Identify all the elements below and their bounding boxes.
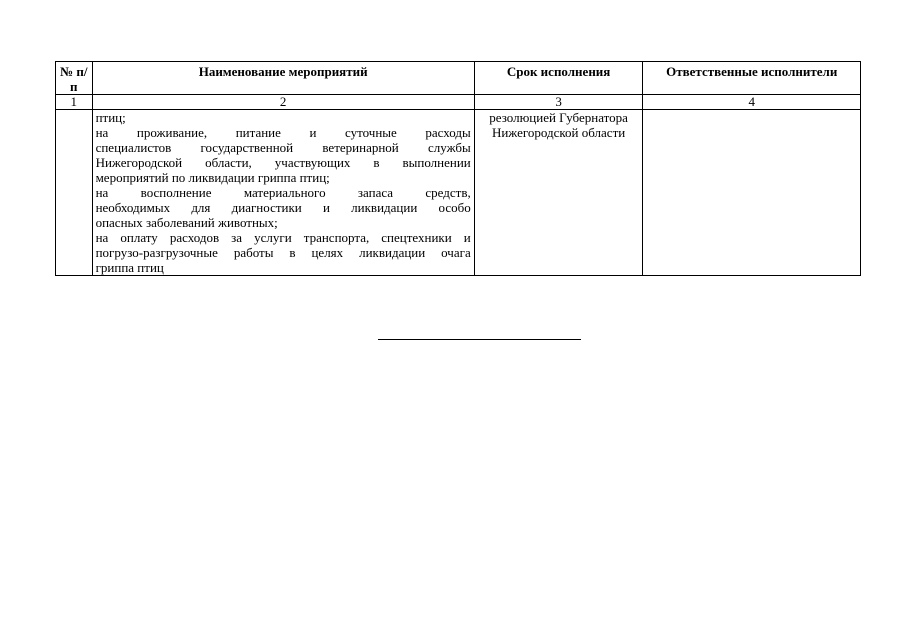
- column-number: 3: [474, 95, 643, 110]
- row-term-cell: [474, 110, 643, 276]
- header-number: № п/п: [56, 62, 93, 95]
- row-name-cell: [92, 110, 474, 276]
- column-number-row: [56, 95, 861, 110]
- name-line: гриппа птиц: [95, 260, 164, 275]
- column-number: 1: [56, 95, 93, 110]
- name-line: опасных заболеваний животных;: [95, 215, 278, 230]
- header-responsible: Ответственные исполнители: [643, 62, 861, 95]
- name-line: на оплату расходов за услуги транспорта, спецтехники и: [95, 230, 471, 245]
- end-separator-line: [378, 339, 581, 340]
- name-line: на восполнение материального запаса средств,: [95, 185, 471, 200]
- table-row: [56, 110, 861, 276]
- term-line: Нижегородской области: [491, 125, 626, 140]
- name-line: птиц;: [95, 110, 126, 125]
- name-line: погрузо-разгрузочные работы в целях ликвидации очага: [95, 245, 471, 260]
- row-responsible-cell: [643, 110, 861, 276]
- header-name: Наименование мероприятий: [92, 62, 474, 95]
- name-line: мероприятий по ликвидации гриппа птиц;: [95, 170, 330, 185]
- header-row: [56, 62, 861, 95]
- name-line: специалистов государственной ветеринарной службы: [95, 140, 471, 155]
- row-number-cell: [56, 110, 93, 276]
- term-line: резолюцией Губернатора: [489, 110, 628, 125]
- name-line: Нижегородской области, участвующих в выполнении: [95, 155, 471, 170]
- name-line: необходимых для диагностики и ликвидации особо: [95, 200, 471, 215]
- header-term: Срок исполнения: [474, 62, 643, 95]
- column-number: 2: [92, 95, 474, 110]
- column-number: 4: [643, 95, 861, 110]
- name-line: на проживание, питание и суточные расходы: [95, 125, 471, 140]
- measures-table: [55, 61, 861, 276]
